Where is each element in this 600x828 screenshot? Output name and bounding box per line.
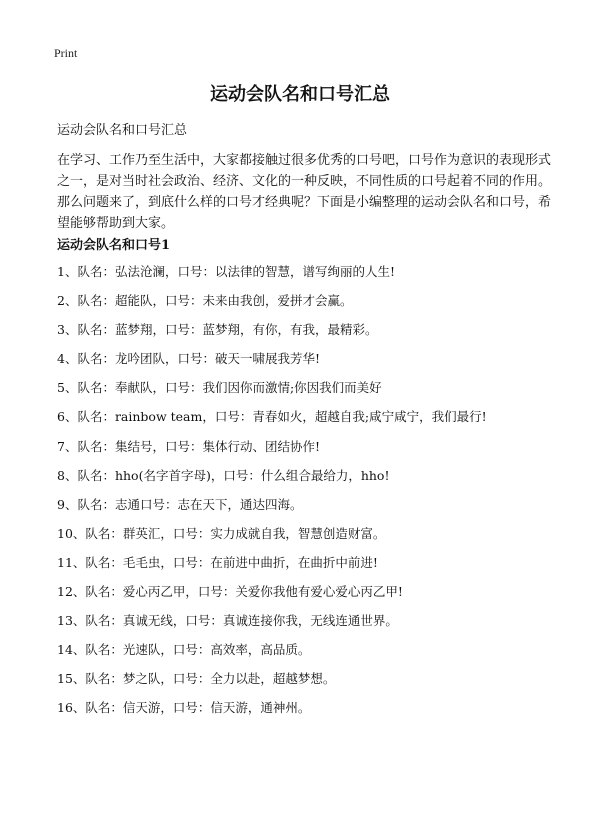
list-item: 4、队名：龙吟团队，口号：破天一啸展我芳华! [57, 351, 320, 367]
list-item: 16、队名：信天游，口号：信天游，通神州。 [57, 700, 311, 716]
list-item: 14、队名：光速队，口号：高效率，高品质。 [57, 642, 311, 658]
subtitle: 运动会队名和口号汇总 [57, 123, 188, 138]
section-heading: 运动会队名和口号1 [57, 238, 171, 253]
list-item: 6、队名：rainbow team，口号：青春如火，超越自我;咸宁咸宁，我们最行! [57, 409, 487, 425]
list-item: 8、队名：hho(名字首字母)，口号：什么组合最给力，hho! [57, 467, 390, 483]
page-title: 运动会队名和口号汇总 [210, 84, 390, 105]
list-item: 3、队名：蓝梦翔，口号：蓝梦翔，有你，有我，最精彩。 [57, 322, 378, 338]
list-item: 11、队名：毛毛虫，口号：在前进中曲折，在曲折中前进! [57, 554, 378, 570]
team-list [57, 262, 577, 728]
list-item: 2、队名：超能队，口号：未来由我创，爱拼才会赢。 [57, 293, 353, 309]
list-item: 10、队名：群英汇，口号：实力成就自我，智慧创造财富。 [57, 525, 386, 541]
list-item: 15、队名：梦之队，口号：全力以赴，超越梦想。 [57, 671, 336, 687]
print-link[interactable]: Print [54, 46, 78, 60]
list-item: 12、队名：爱心丙乙甲，口号：关爱你我他有爱心爱心丙乙甲! [57, 584, 403, 600]
list-item: 9、队名：志通口号：志在天下，通达四海。 [57, 496, 303, 512]
list-item: 13、队名：真诚无线，口号：真诚连接你我，无线连通世界。 [57, 613, 398, 629]
list-item: 7、队名：集结号，口号：集体行动、团结协作! [57, 438, 320, 454]
intro-paragraph: 在学习、工作乃至生活中，大家都接触过很多优秀的口号吧，口号作为意识的表现形式之一，是对当时社会政治、经济、文化的一种反映，不同性质的口号起着不同的作用。那么问题来了，到底什么样的口号才经典呢？下面是小编整理的运动会队名和口号，希望能够帮助到大家。 [57, 153, 552, 231]
list-item: 5、队名：奉献队，口号：我们因你而激情;你因我们而美好 [57, 380, 382, 396]
list-item: 1、队名：弘法沧澜，口号：以法律的智慧，谱写绚丽的人生! [57, 264, 395, 279]
